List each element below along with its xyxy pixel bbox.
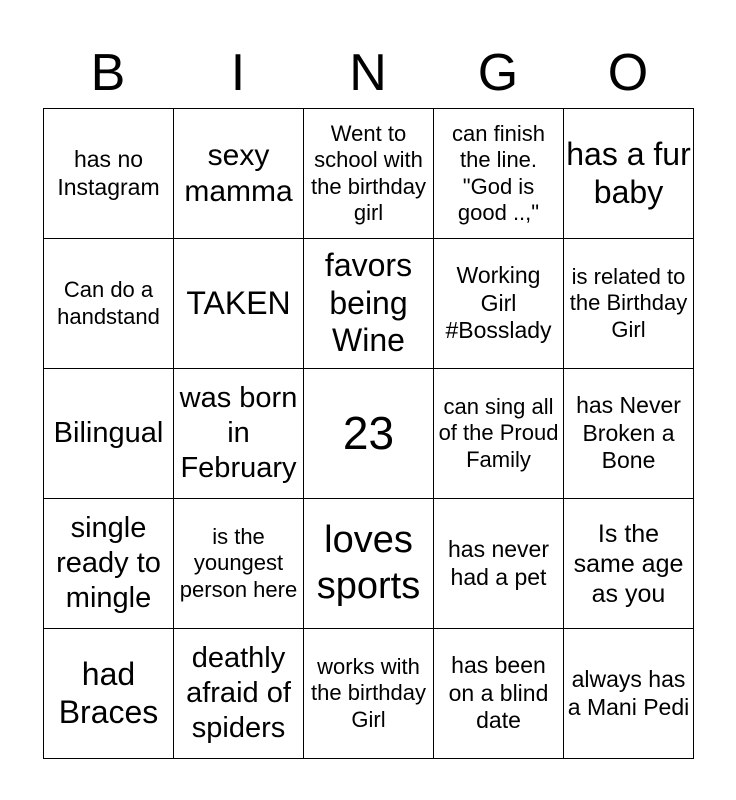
header-letter-b: B xyxy=(90,44,126,102)
bingo-cell[interactable]: has no Instagram xyxy=(44,109,174,239)
bingo-header xyxy=(43,40,693,106)
board-row xyxy=(44,499,694,629)
bingo-cell[interactable]: Working Girl #Bosslady xyxy=(434,239,564,369)
bingo-cell[interactable]: was born in February xyxy=(174,369,304,499)
bingo-cell[interactable]: Is the same age as you xyxy=(564,499,694,629)
bingo-cell[interactable]: TAKEN xyxy=(174,239,304,369)
header-letter-o: O xyxy=(607,44,649,102)
bingo-cell[interactable]: Bilingual xyxy=(44,369,174,499)
bingo-cell[interactable]: is the youngest person here xyxy=(174,499,304,629)
board-row xyxy=(44,629,694,759)
bingo-cell[interactable]: Went to school with the birthday girl xyxy=(304,109,434,239)
header-letter-g: G xyxy=(477,44,519,102)
board-row xyxy=(44,239,694,369)
bingo-cell[interactable]: favors being Wine xyxy=(304,239,434,369)
board-row xyxy=(44,369,694,499)
bingo-cell[interactable]: always has a Mani Pedi xyxy=(564,629,694,759)
bingo-cell[interactable]: is related to the Birthday Girl xyxy=(564,239,694,369)
bingo-cell[interactable]: had Braces xyxy=(44,629,174,759)
bingo-cell[interactable]: has been on a blind date xyxy=(434,629,564,759)
bingo-cell[interactable]: can finish the line. "God is good ..," xyxy=(434,109,564,239)
bingo-board xyxy=(43,108,694,759)
bingo-cell[interactable]: works with the birthday Girl xyxy=(304,629,434,759)
bingo-cell[interactable]: deathly afraid of spiders xyxy=(174,629,304,759)
bingo-cell[interactable]: single ready to mingle xyxy=(44,499,174,629)
bingo-cell[interactable]: sexy mamma xyxy=(174,109,304,239)
bingo-cell[interactable]: Can do a handstand xyxy=(44,239,174,369)
bingo-cell[interactable]: has a fur baby xyxy=(564,109,694,239)
free-space-cell[interactable]: 23 xyxy=(304,369,434,499)
header-letter-n: N xyxy=(349,44,387,102)
header-letter-i: I xyxy=(230,44,246,102)
board-row xyxy=(44,109,694,239)
bingo-cell[interactable]: has Never Broken a Bone xyxy=(564,369,694,499)
bingo-cell[interactable]: loves sports xyxy=(304,499,434,629)
bingo-cell[interactable]: can sing all of the Proud Family xyxy=(434,369,564,499)
bingo-cell[interactable]: has never had a pet xyxy=(434,499,564,629)
